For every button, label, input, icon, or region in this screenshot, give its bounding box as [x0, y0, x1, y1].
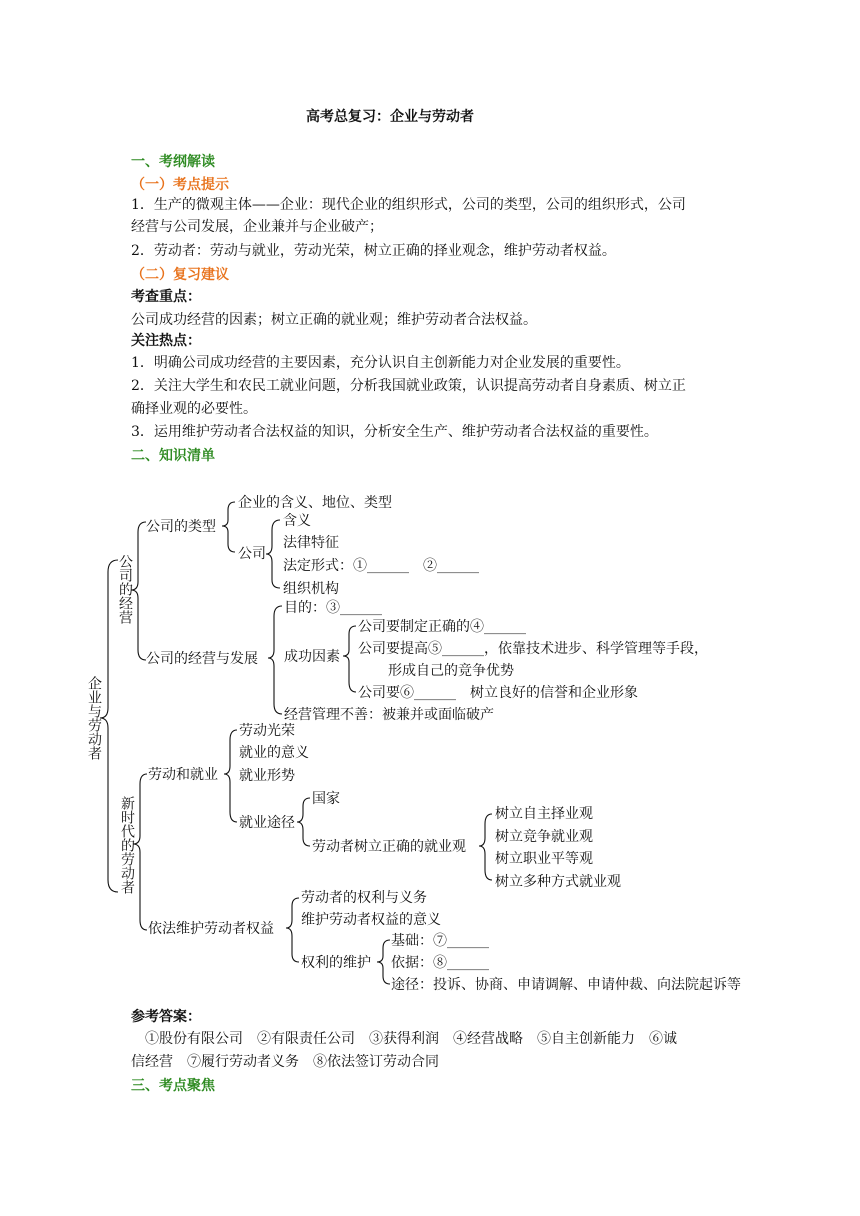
key-point-line-1: 1．生产的微观主体——企业：现代企业的组织形式，公司的类型，公司的组织形式，公司	[131, 197, 686, 213]
brace-company-dev	[268, 606, 282, 714]
brace-new-worker	[133, 774, 147, 930]
node-labor-job: 劳动和就业	[148, 767, 218, 783]
node-view-2: 树立竞争就业观	[495, 829, 593, 845]
node-job-path: 就业途径	[239, 815, 295, 831]
node-company-dev: 公司的经营与发展	[146, 651, 258, 667]
brace-success	[343, 626, 356, 692]
node-success-2a: 公司要提高⑤______，依靠技术进步、科学管理等手段，	[358, 641, 708, 657]
hot-line-4: 3．运用维护劳动者合法权益的知识，分析安全生产、维护劳动者合法权益的重要性。	[131, 424, 658, 440]
focus-text: 公司成功经营的因素；树立正确的就业观；维护劳动者合法权益。	[131, 312, 537, 328]
node-rights-protect: 权利的维护	[301, 955, 371, 971]
node-success-3: 公司要⑥______ 树立良好的信誉和企业形象	[358, 685, 638, 701]
node-success-factors: 成功因素	[284, 649, 340, 665]
node-job-situation: 就业形势	[239, 768, 295, 784]
brace-job-path	[297, 798, 310, 846]
brace-labor-job	[224, 730, 237, 822]
key-point-line-3: 2．劳动者：劳动与就业，劳动光荣，树立正确的择业观念，维护劳动者权益。	[131, 243, 616, 259]
hot-label: 关注热点：	[131, 333, 201, 349]
branch-new-era-worker: 新时代的劳动者	[119, 796, 135, 894]
section-heading-focus: 三、考点聚焦	[131, 1078, 215, 1094]
node-state: 国家	[312, 791, 340, 807]
hot-line-1: 1．明确公司成功经营的主要因素，充分认识自主创新能力对企业发展的重要性。	[131, 355, 630, 371]
node-enterprise: 企业的含义、地位、类型	[238, 495, 392, 511]
node-bad-management: 经营管理不善：被兼并或面临破产	[284, 707, 494, 723]
subheading-review-advice: （二）复习建议	[131, 267, 229, 283]
node-company: 公司	[238, 546, 266, 562]
answers-line-2: 信经营 ⑦履行劳动者义务 ⑧依法签订劳动合同	[131, 1054, 439, 1070]
node-basis: 基础：⑦______	[391, 933, 489, 949]
node-view-3: 树立职业平等观	[495, 851, 593, 867]
node-ways: 途径：投诉、协商、申请调解、申请仲裁、向法院起诉等	[391, 977, 741, 993]
focus-label: 考查重点：	[131, 289, 201, 305]
section-heading-knowledge-list: 二、知识清单	[131, 448, 215, 464]
brace-company-type	[222, 502, 235, 552]
node-job-meaning: 就业的意义	[239, 745, 309, 761]
page-title: 高考总复习：企业与劳动者	[306, 109, 474, 125]
node-success-2b: 形成自己的竞争优势	[388, 663, 514, 679]
node-rights-1: 劳动者的权利与义务	[301, 890, 427, 906]
node-grounds: 依据：⑧______	[391, 955, 489, 971]
hot-line-3: 确择业观的必要性。	[131, 401, 257, 417]
node-meaning: 含义	[283, 513, 311, 529]
node-success-1: 公司要制定正确的④______	[358, 619, 526, 635]
tree-root: 企业与劳动者	[86, 676, 102, 760]
key-point-line-2: 经营与公司发展，企业兼并与企业破产；	[131, 219, 383, 235]
answers-line-1: ①股份有限公司 ②有限责任公司 ③获得利润 ④经营战略 ⑤自主创新能力 ⑥诚	[145, 1031, 677, 1047]
node-org: 组织机构	[283, 581, 339, 597]
node-view-4: 树立多种方式就业观	[495, 874, 621, 890]
node-worker-view: 劳动者树立正确的就业观	[312, 839, 466, 855]
node-purpose: 目的：③______	[284, 600, 382, 616]
brace-company	[266, 520, 280, 588]
subheading-key-points: （一）考点提示	[131, 177, 229, 193]
node-legal-features: 法律特征	[283, 535, 339, 551]
section-heading-outline: 一、考纲解读	[131, 154, 215, 170]
node-rights: 依法维护劳动者权益	[148, 921, 274, 937]
node-view-1: 树立自主择业观	[495, 806, 593, 822]
branch-company-operation: 公司的经营	[117, 554, 133, 624]
node-labor-glory: 劳动光荣	[239, 723, 295, 739]
node-rights-2: 维护劳动者权益的意义	[301, 912, 441, 928]
answers-label: 参考答案：	[131, 1009, 201, 1025]
node-company-type: 公司的类型	[146, 519, 216, 535]
brace-company-ops	[131, 522, 146, 660]
brace-job-view	[479, 814, 492, 880]
brace-rights-protect	[377, 940, 390, 984]
hot-line-2: 2．关注大学生和农民工就业问题，分析我国就业政策，认识提高劳动者自身素质、树立正	[131, 378, 686, 394]
brace-rights	[286, 898, 299, 962]
node-legal-forms: 法定形式：①______ ②______	[283, 558, 479, 574]
brace-root	[100, 560, 118, 892]
